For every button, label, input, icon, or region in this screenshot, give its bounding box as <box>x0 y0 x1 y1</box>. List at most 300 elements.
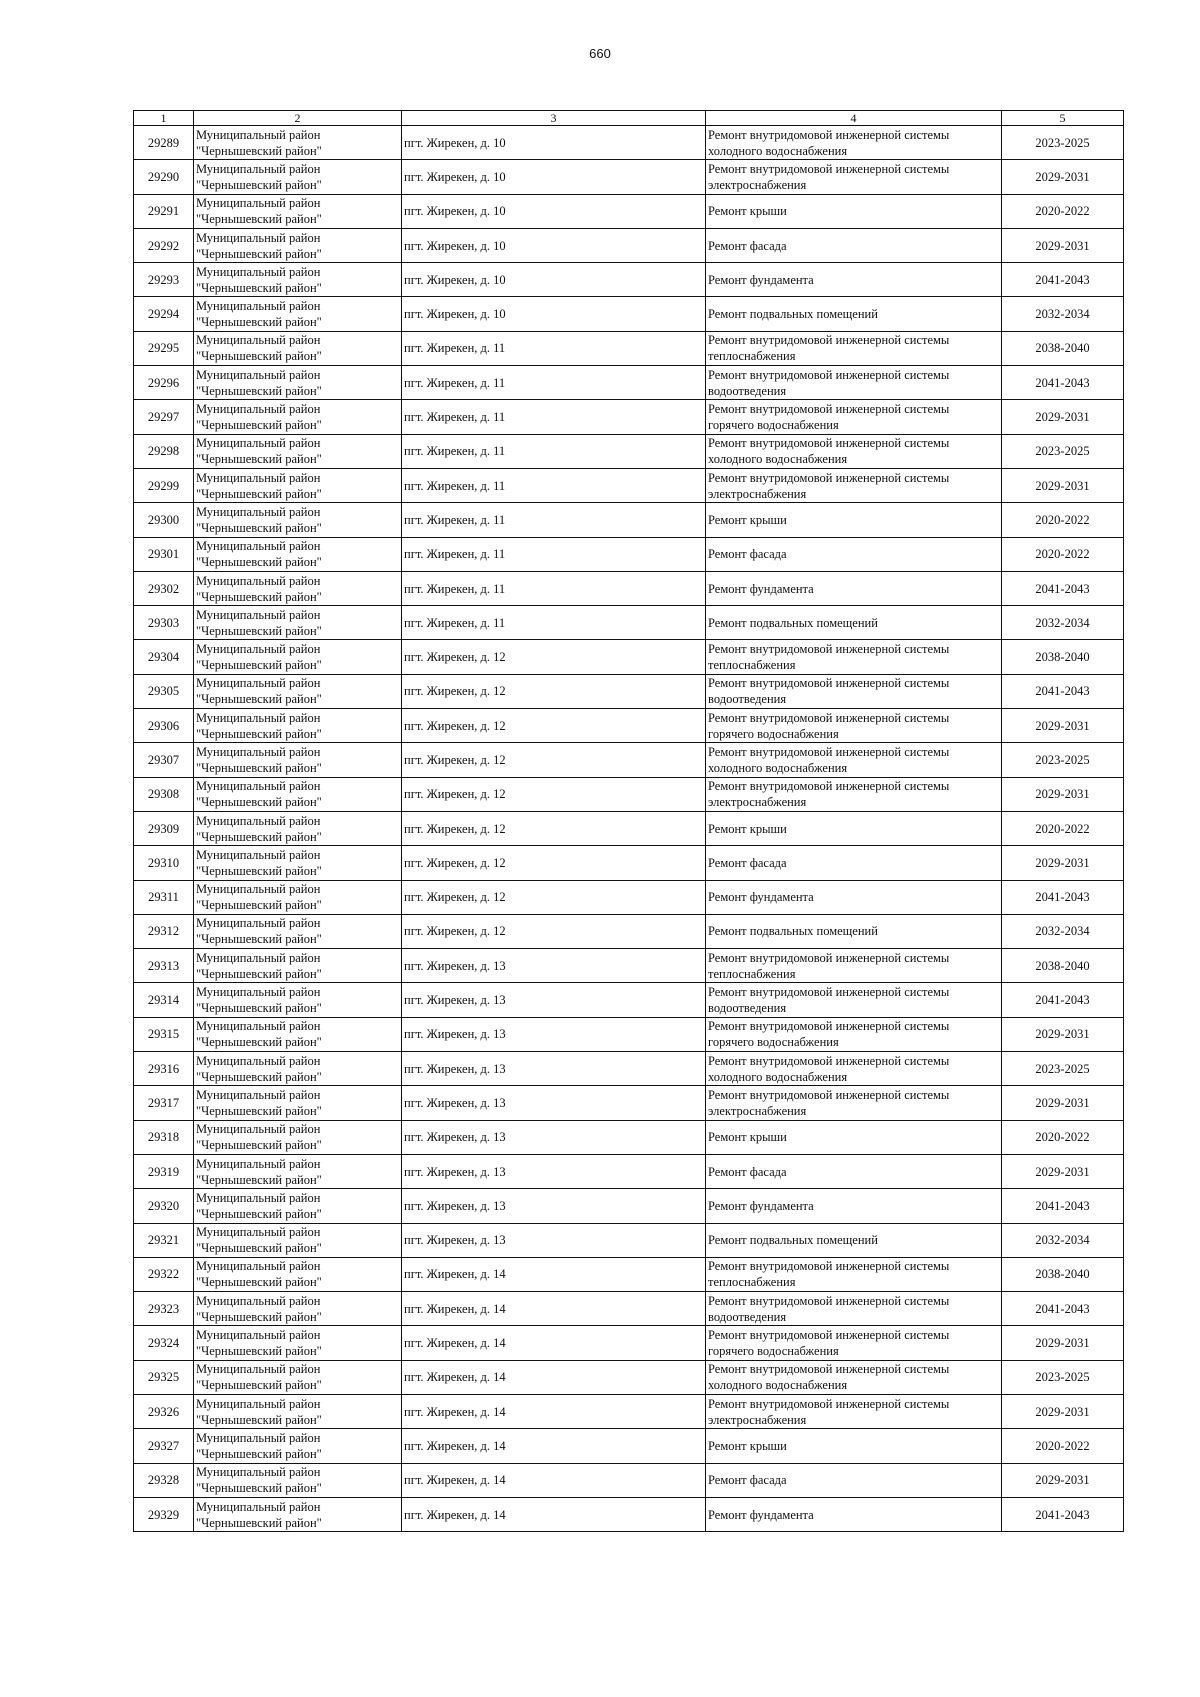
period-cell: 2041-2043 <box>1002 366 1124 400</box>
work-type-line-2: водоотведения <box>708 1309 787 1324</box>
work-type-line-1: Ремонт крыши <box>708 1438 787 1453</box>
address-cell: пгт. Жирекен, д. 14 <box>402 1257 706 1291</box>
row-number: 29329 <box>134 1497 194 1531</box>
municipality-cell <box>194 1052 402 1086</box>
municipality-line-2: "Чернышевский район" <box>196 760 322 775</box>
municipality-cell <box>194 1257 402 1291</box>
table-row <box>134 1394 1124 1428</box>
municipality-cell <box>194 228 402 262</box>
table-row <box>134 777 1124 811</box>
address-cell: пгт. Жирекен, д. 13 <box>402 1017 706 1051</box>
table-row <box>134 1189 1124 1223</box>
work-type-line-1: Ремонт крыши <box>708 204 787 219</box>
municipality-cell <box>194 709 402 743</box>
work-type-line-1: Ремонт внутридомовой инженерной системы <box>708 1362 950 1377</box>
period-cell: 2029-2031 <box>1002 1326 1124 1360</box>
municipality-line-1: Муниципальный район <box>196 607 321 622</box>
period-cell: 2029-2031 <box>1002 1154 1124 1188</box>
work-type-line-1: Ремонт внутридомовой инженерной системы <box>708 779 950 794</box>
work-type-line-1: Ремонт внутридомовой инженерной системы <box>708 470 950 485</box>
municipality-line-2: "Чернышевский район" <box>196 692 322 707</box>
address-cell: пгт. Жирекен, д. 14 <box>402 1360 706 1394</box>
municipality-line-1: Муниципальный район <box>196 1122 321 1137</box>
work-type-line-1: Ремонт подвальных помещений <box>708 615 878 630</box>
row-number: 29297 <box>134 400 194 434</box>
municipality-line-1: Муниципальный район <box>196 504 321 519</box>
address-cell: пгт. Жирекен, д. 13 <box>402 983 706 1017</box>
work-type-cell <box>706 1394 1002 1428</box>
work-type-line-1: Ремонт внутридомовой инженерной системы <box>708 676 950 691</box>
address-cell: пгт. Жирекен, д. 10 <box>402 160 706 194</box>
row-number: 29304 <box>134 640 194 674</box>
municipality-line-2: "Чернышевский район" <box>196 795 322 810</box>
municipality-line-1: Муниципальный район <box>196 299 321 314</box>
period-cell: 2041-2043 <box>1002 880 1124 914</box>
table-row <box>134 571 1124 605</box>
work-type-cell <box>706 1154 1002 1188</box>
work-type-line-1: Ремонт внутридомовой инженерной системы <box>708 333 950 348</box>
period-cell: 2032-2034 <box>1002 914 1124 948</box>
table-row <box>134 297 1124 331</box>
address-cell: пгт. Жирекен, д. 12 <box>402 880 706 914</box>
row-number: 29295 <box>134 331 194 365</box>
row-number: 29320 <box>134 1189 194 1223</box>
period-cell: 2023-2025 <box>1002 126 1124 160</box>
municipality-line-2: "Чернышевский район" <box>196 315 322 330</box>
municipality-cell <box>194 263 402 297</box>
page-number: 660 <box>589 46 611 61</box>
municipality-cell <box>194 1326 402 1360</box>
period-cell: 2032-2034 <box>1002 297 1124 331</box>
work-type-line-2: водоотведения <box>708 1001 787 1016</box>
address-cell: пгт. Жирекен, д. 12 <box>402 743 706 777</box>
row-number: 29318 <box>134 1120 194 1154</box>
row-number: 29324 <box>134 1326 194 1360</box>
table-row <box>134 949 1124 983</box>
work-type-cell <box>706 228 1002 262</box>
municipality-line-1: Муниципальный район <box>196 436 321 451</box>
table-row <box>134 1257 1124 1291</box>
column-header-4: 4 <box>706 111 1002 126</box>
period-cell: 2029-2031 <box>1002 400 1124 434</box>
work-type-line-2: водоотведения <box>708 692 787 707</box>
address-cell: пгт. Жирекен, д. 10 <box>402 126 706 160</box>
column-header-3: 3 <box>402 111 706 126</box>
period-cell: 2029-2031 <box>1002 468 1124 502</box>
table-row <box>134 1052 1124 1086</box>
work-type-line-2: горячего водоснабжения <box>708 1035 839 1050</box>
work-type-line-2: холодного водоснабжения <box>708 760 848 775</box>
municipality-line-1: Муниципальный район <box>196 1499 321 1514</box>
municipality-cell <box>194 674 402 708</box>
municipality-cell <box>194 434 402 468</box>
table-row <box>134 468 1124 502</box>
table-row <box>134 126 1124 160</box>
table-row <box>134 228 1124 262</box>
work-type-cell <box>706 1120 1002 1154</box>
period-cell: 2029-2031 <box>1002 1394 1124 1428</box>
municipality-line-2: "Чернышевский район" <box>196 1001 322 1016</box>
work-type-line-2: электроснабжения <box>708 486 807 501</box>
municipality-line-2: "Чернышевский район" <box>196 452 322 467</box>
row-number: 29301 <box>134 537 194 571</box>
work-type-line-1: Ремонт внутридомовой инженерной системы <box>708 402 950 417</box>
period-cell: 2023-2025 <box>1002 434 1124 468</box>
address-cell: пгт. Жирекен, д. 12 <box>402 674 706 708</box>
municipality-line-2: "Чернышевский район" <box>196 555 322 570</box>
row-number: 29312 <box>134 914 194 948</box>
municipality-line-1: Муниципальный район <box>196 1465 321 1480</box>
address-cell: пгт. Жирекен, д. 12 <box>402 777 706 811</box>
address-cell: пгт. Жирекен, д. 13 <box>402 1120 706 1154</box>
work-type-line-1: Ремонт внутридомовой инженерной системы <box>708 950 950 965</box>
period-cell: 2020-2022 <box>1002 1429 1124 1463</box>
work-type-cell <box>706 503 1002 537</box>
work-type-line-1: Ремонт внутридомовой инженерной системы <box>708 985 950 1000</box>
row-number: 29294 <box>134 297 194 331</box>
table-row <box>134 1223 1124 1257</box>
address-cell: пгт. Жирекен, д. 12 <box>402 914 706 948</box>
municipality-line-1: Муниципальный район <box>196 470 321 485</box>
period-cell: 2023-2025 <box>1002 1360 1124 1394</box>
municipality-line-2: "Чернышевский район" <box>196 898 322 913</box>
period-cell: 2041-2043 <box>1002 1497 1124 1531</box>
municipality-line-2: "Чернышевский район" <box>196 1412 322 1427</box>
work-type-line-1: Ремонт внутридомовой инженерной системы <box>708 744 950 759</box>
municipality-line-2: "Чернышевский район" <box>196 1206 322 1221</box>
table-row <box>134 846 1124 880</box>
row-number: 29303 <box>134 606 194 640</box>
work-type-cell <box>706 1189 1002 1223</box>
period-cell: 2023-2025 <box>1002 743 1124 777</box>
work-type-cell <box>706 1429 1002 1463</box>
work-type-line-1: Ремонт внутридомовой инженерной системы <box>708 1053 950 1068</box>
municipality-line-1: Муниципальный район <box>196 230 321 245</box>
municipality-line-1: Муниципальный район <box>196 196 321 211</box>
work-type-line-1: Ремонт внутридомовой инженерной системы <box>708 127 950 142</box>
municipality-line-2: "Чернышевский район" <box>196 520 322 535</box>
municipality-line-2: "Чернышевский район" <box>196 1481 322 1496</box>
period-cell: 2029-2031 <box>1002 160 1124 194</box>
period-cell: 2020-2022 <box>1002 811 1124 845</box>
period-cell: 2029-2031 <box>1002 228 1124 262</box>
municipality-line-1: Муниципальный район <box>196 1087 321 1102</box>
municipality-line-1: Муниципальный район <box>196 1019 321 1034</box>
work-type-cell <box>706 846 1002 880</box>
address-cell: пгт. Жирекен, д. 14 <box>402 1497 706 1531</box>
row-number: 29300 <box>134 503 194 537</box>
municipality-line-1: Муниципальный район <box>196 1259 321 1274</box>
municipality-line-1: Муниципальный район <box>196 264 321 279</box>
municipality-cell <box>194 297 402 331</box>
work-type-cell <box>706 1017 1002 1051</box>
municipality-cell <box>194 743 402 777</box>
work-type-cell <box>706 949 1002 983</box>
table-body <box>134 111 1124 1532</box>
table-row <box>134 366 1124 400</box>
municipality-cell <box>194 1120 402 1154</box>
municipality-line-2: "Чернышевский район" <box>196 418 322 433</box>
work-type-cell <box>706 640 1002 674</box>
work-type-line-1: Ремонт внутридомовой инженерной системы <box>708 642 950 657</box>
column-number-row <box>134 111 1124 126</box>
work-type-line-2: холодного водоснабжения <box>708 143 848 158</box>
row-number: 29307 <box>134 743 194 777</box>
work-type-line-1: Ремонт фундамента <box>708 890 814 905</box>
municipality-line-2: "Чернышевский район" <box>196 1344 322 1359</box>
work-type-cell <box>706 1086 1002 1120</box>
municipality-line-1: Муниципальный район <box>196 1430 321 1445</box>
address-cell: пгт. Жирекен, д. 13 <box>402 1052 706 1086</box>
row-number: 29319 <box>134 1154 194 1188</box>
address-cell: пгт. Жирекен, д. 13 <box>402 949 706 983</box>
municipality-line-1: Муниципальный район <box>196 127 321 142</box>
period-cell: 2041-2043 <box>1002 1189 1124 1223</box>
row-number: 29289 <box>134 126 194 160</box>
municipality-cell <box>194 606 402 640</box>
table-row <box>134 263 1124 297</box>
municipality-line-2: "Чернышевский район" <box>196 486 322 501</box>
work-type-line-1: Ремонт внутридомовой инженерной системы <box>708 1087 950 1102</box>
row-number: 29291 <box>134 194 194 228</box>
address-cell: пгт. Жирекен, д. 14 <box>402 1326 706 1360</box>
municipality-cell <box>194 366 402 400</box>
row-number: 29322 <box>134 1257 194 1291</box>
work-type-line-1: Ремонт фундамента <box>708 1507 814 1522</box>
municipality-line-1: Муниципальный район <box>196 333 321 348</box>
work-type-line-2: теплоснабжения <box>708 658 796 673</box>
address-cell: пгт. Жирекен, д. 11 <box>402 606 706 640</box>
address-cell: пгт. Жирекен, д. 11 <box>402 503 706 537</box>
row-number: 29325 <box>134 1360 194 1394</box>
work-type-cell <box>706 537 1002 571</box>
table-row <box>134 503 1124 537</box>
table-row <box>134 160 1124 194</box>
municipality-line-1: Муниципальный район <box>196 539 321 554</box>
municipality-line-2: "Чернышевский район" <box>196 280 322 295</box>
address-cell: пгт. Жирекен, д. 11 <box>402 434 706 468</box>
municipality-cell <box>194 194 402 228</box>
municipality-line-2: "Чернышевский район" <box>196 589 322 604</box>
row-number: 29313 <box>134 949 194 983</box>
table-row <box>134 1292 1124 1326</box>
work-type-cell <box>706 606 1002 640</box>
address-cell: пгт. Жирекен, д. 14 <box>402 1463 706 1497</box>
municipality-cell <box>194 777 402 811</box>
work-type-line-1: Ремонт внутридомовой инженерной системы <box>708 161 950 176</box>
municipality-cell <box>194 983 402 1017</box>
period-cell: 2038-2040 <box>1002 949 1124 983</box>
table-row <box>134 743 1124 777</box>
municipality-line-1: Муниципальный район <box>196 916 321 931</box>
work-type-line-1: Ремонт фасада <box>708 238 787 253</box>
row-number: 29302 <box>134 571 194 605</box>
work-type-line-1: Ремонт фасада <box>708 547 787 562</box>
work-type-line-2: теплоснабжения <box>708 1275 796 1290</box>
table-row <box>134 1463 1124 1497</box>
municipality-line-1: Муниципальный район <box>196 847 321 862</box>
municipality-line-2: "Чернышевский район" <box>196 143 322 158</box>
period-cell: 2041-2043 <box>1002 263 1124 297</box>
municipality-line-2: "Чернышевский район" <box>196 1069 322 1084</box>
work-type-line-1: Ремонт фасада <box>708 855 787 870</box>
table-row <box>134 1086 1124 1120</box>
address-cell: пгт. Жирекен, д. 11 <box>402 537 706 571</box>
work-type-line-2: холодного водоснабжения <box>708 1069 848 1084</box>
row-number: 29306 <box>134 709 194 743</box>
column-header-5: 5 <box>1002 111 1124 126</box>
period-cell: 2020-2022 <box>1002 537 1124 571</box>
table-row <box>134 537 1124 571</box>
address-cell: пгт. Жирекен, д. 12 <box>402 640 706 674</box>
period-cell: 2032-2034 <box>1002 606 1124 640</box>
municipality-line-2: "Чернышевский район" <box>196 726 322 741</box>
work-type-cell <box>706 983 1002 1017</box>
table-row <box>134 914 1124 948</box>
municipality-cell <box>194 846 402 880</box>
row-number: 29311 <box>134 880 194 914</box>
row-number: 29327 <box>134 1429 194 1463</box>
address-cell: пгт. Жирекен, д. 11 <box>402 331 706 365</box>
municipality-line-2: "Чернышевский район" <box>196 623 322 638</box>
municipality-line-2: "Чернышевский район" <box>196 966 322 981</box>
address-cell: пгт. Жирекен, д. 12 <box>402 709 706 743</box>
municipality-line-2: "Чернышевский район" <box>196 1446 322 1461</box>
work-type-cell <box>706 1292 1002 1326</box>
work-type-line-1: Ремонт фасада <box>708 1164 787 1179</box>
municipality-line-2: "Чернышевский район" <box>196 1241 322 1256</box>
municipality-line-1: Муниципальный район <box>196 642 321 657</box>
municipality-line-2: "Чернышевский район" <box>196 829 322 844</box>
address-cell: пгт. Жирекен, д. 10 <box>402 228 706 262</box>
work-type-line-1: Ремонт фасада <box>708 1473 787 1488</box>
work-type-line-2: водоотведения <box>708 383 787 398</box>
work-type-line-1: Ремонт внутридомовой инженерной системы <box>708 1293 950 1308</box>
work-type-line-2: электроснабжения <box>708 177 807 192</box>
work-type-line-1: Ремонт подвальных помещений <box>708 1233 878 1248</box>
work-type-cell <box>706 1326 1002 1360</box>
work-type-cell <box>706 331 1002 365</box>
municipality-line-1: Муниципальный район <box>196 985 321 1000</box>
period-cell: 2020-2022 <box>1002 194 1124 228</box>
period-cell: 2029-2031 <box>1002 1086 1124 1120</box>
municipality-cell <box>194 1189 402 1223</box>
work-type-cell <box>706 811 1002 845</box>
work-type-line-2: теплоснабжения <box>708 966 796 981</box>
work-type-line-1: Ремонт внутридомовой инженерной системы <box>708 1396 950 1411</box>
table-row <box>134 674 1124 708</box>
municipality-line-1: Муниципальный район <box>196 1053 321 1068</box>
work-type-cell <box>706 1463 1002 1497</box>
work-type-line-1: Ремонт подвальных помещений <box>708 307 878 322</box>
municipality-cell <box>194 1497 402 1531</box>
municipality-line-2: "Чернышевский район" <box>196 246 322 261</box>
municipality-line-1: Муниципальный район <box>196 1190 321 1205</box>
period-cell: 2041-2043 <box>1002 674 1124 708</box>
row-number: 29326 <box>134 1394 194 1428</box>
address-cell: пгт. Жирекен, д. 14 <box>402 1292 706 1326</box>
work-type-cell <box>706 571 1002 605</box>
work-type-line-2: горячего водоснабжения <box>708 726 839 741</box>
municipality-line-1: Муниципальный район <box>196 1328 321 1343</box>
work-type-line-2: электроснабжения <box>708 1103 807 1118</box>
work-type-cell <box>706 366 1002 400</box>
municipality-cell <box>194 537 402 571</box>
municipality-line-1: Муниципальный район <box>196 1362 321 1377</box>
municipality-line-2: "Чернышевский район" <box>196 1138 322 1153</box>
period-cell: 2020-2022 <box>1002 1120 1124 1154</box>
address-cell: пгт. Жирекен, д. 14 <box>402 1394 706 1428</box>
work-type-line-2: горячего водоснабжения <box>708 418 839 433</box>
address-cell: пгт. Жирекен, д. 11 <box>402 571 706 605</box>
municipality-cell <box>194 1429 402 1463</box>
work-type-cell <box>706 777 1002 811</box>
repair-schedule-table <box>133 110 1124 1532</box>
period-cell: 2029-2031 <box>1002 777 1124 811</box>
table-row <box>134 983 1124 1017</box>
work-type-line-1: Ремонт крыши <box>708 512 787 527</box>
work-type-cell <box>706 1223 1002 1257</box>
municipality-cell <box>194 331 402 365</box>
work-type-cell <box>706 126 1002 160</box>
period-cell: 2038-2040 <box>1002 1257 1124 1291</box>
municipality-line-1: Муниципальный район <box>196 1293 321 1308</box>
municipality-line-1: Муниципальный район <box>196 402 321 417</box>
work-type-cell <box>706 1257 1002 1291</box>
municipality-cell <box>194 1394 402 1428</box>
work-type-line-1: Ремонт внутридомовой инженерной системы <box>708 436 950 451</box>
work-type-cell <box>706 1497 1002 1531</box>
municipality-cell <box>194 1292 402 1326</box>
column-header-1: 1 <box>134 111 194 126</box>
municipality-cell <box>194 1463 402 1497</box>
work-type-line-1: Ремонт фундамента <box>708 581 814 596</box>
municipality-line-1: Муниципальный район <box>196 1225 321 1240</box>
work-type-line-1: Ремонт внутридомовой инженерной системы <box>708 710 950 725</box>
period-cell: 2041-2043 <box>1002 983 1124 1017</box>
work-type-line-2: горячего водоснабжения <box>708 1344 839 1359</box>
municipality-line-1: Муниципальный район <box>196 710 321 725</box>
municipality-line-2: "Чернышевский район" <box>196 349 322 364</box>
municipality-cell <box>194 880 402 914</box>
table-row <box>134 1360 1124 1394</box>
period-cell: 2029-2031 <box>1002 846 1124 880</box>
municipality-cell <box>194 914 402 948</box>
table-row <box>134 434 1124 468</box>
table-row <box>134 880 1124 914</box>
work-type-line-2: теплоснабжения <box>708 349 796 364</box>
municipality-line-1: Муниципальный район <box>196 573 321 588</box>
work-type-line-1: Ремонт внутридомовой инженерной системы <box>708 1019 950 1034</box>
work-type-line-2: электроснабжения <box>708 795 807 810</box>
municipality-line-1: Муниципальный район <box>196 676 321 691</box>
work-type-line-1: Ремонт внутридомовой инженерной системы <box>708 367 950 382</box>
row-number: 29296 <box>134 366 194 400</box>
municipality-cell <box>194 400 402 434</box>
municipality-line-1: Муниципальный район <box>196 950 321 965</box>
table-row <box>134 331 1124 365</box>
address-cell: пгт. Жирекен, д. 13 <box>402 1223 706 1257</box>
work-type-line-1: Ремонт внутридомовой инженерной системы <box>708 1259 950 1274</box>
table-row <box>134 1120 1124 1154</box>
address-cell: пгт. Жирекен, д. 12 <box>402 811 706 845</box>
row-number: 29321 <box>134 1223 194 1257</box>
address-cell: пгт. Жирекен, д. 11 <box>402 400 706 434</box>
municipality-line-2: "Чернышевский район" <box>196 1172 322 1187</box>
address-cell: пгт. Жирекен, д. 13 <box>402 1086 706 1120</box>
municipality-line-2: "Чернышевский район" <box>196 1515 322 1530</box>
municipality-line-2: "Чернышевский район" <box>196 1103 322 1118</box>
